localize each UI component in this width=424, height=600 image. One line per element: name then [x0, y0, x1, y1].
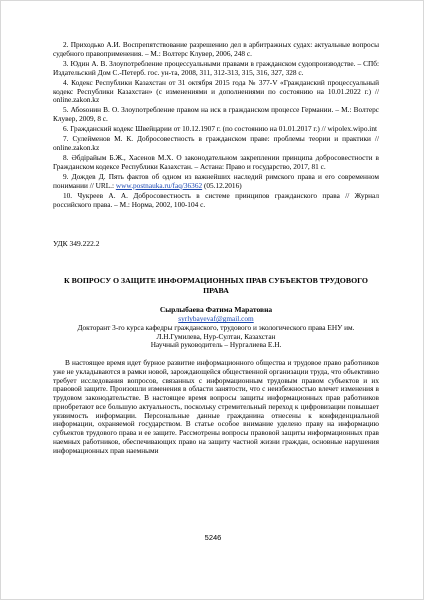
author-name: Сырлыбаева Фатима Маратовна: [159, 305, 273, 315]
page-content: [53, 41, 379, 455]
article-title: К ВОПРОСУ О ЗАЩИТЕ ИНФОРМАЦИОННЫХ ПРАВ СУБЪЕКТОВ ТРУДОВОГО ПРАВА: [64, 276, 368, 295]
article-body: [53, 359, 379, 455]
reference-item: 7. Сулейменов М. К. Добросовестность в гражданском праве: проблемы теории и практики // online.zakon.kz: [53, 134, 379, 153]
reference-item: 10. Чукреев А. А. Добросовестность в системе принципов гражданского права // Журнал российского права. – М.: Норма, 2002, 100-104 с.: [53, 191, 379, 209]
reference-item: 8. Әбдірайым Б.Ж., Хасенов М.Х. О законодательном закреплении принципа добросовестности в Гражданском кодексе Республики Казахстан. – Астана: Право и государство, 2017, 81 с.: [53, 153, 379, 172]
author-affiliation: Докторант 3-го курса кафедры гражданского, трудового и экологического права ЕНУ им. Л.Н.Гумилева, Нур-Султан, Казахстан: [77, 322, 355, 341]
reference-item: 3. Юдин А. В. Злоупотребление процессуальными правами в гражданском судопроизводстве. – СПб: Издательский Дом С.-Петерб. гос. ун-та, 2008, 311, 312-313, 315, 316, 327, 328 с.: [53, 58, 379, 77]
reference-item: 5. Абоsонин В. О. Злоупотребление правом на иск в гражданском процессе Германии. – М.: Волтерс Клувер, 2009, 8 с.: [53, 105, 379, 124]
author-email-link[interactable]: syrlybayevaf@gmail.com: [178, 314, 254, 324]
body-paragraph: В настоящее время идет бурное развитие информационного общества и трудовое право работников уже не укладываются в рамки новой, зарождающейся общественной организации труда, что объективно требует исследования вопросов, связанных с информационным трудовым правом субъектов и их правовой защите. Произошли изменения в области занятости, что с неизбежностью влечет изменения в трудовом законодательстве. В настоящее время вопросы защиты информационных прав работников приобретают все большую актуальность, поскольку стремительный переход к цифровизации повышает уязвимость информации. Персональные данные гражданина отнесены к конфиденциальной информации, охраняемой государством. В статье особое внимание уделено праву на информацию субъектов трудового права и ее защите. Рассмотрены вопросы правовой защиты информационных прав наемных работников, обеспечивающих право на защиту частной жизни граждан, основные нарушения информационных прав наемными: [53, 358, 379, 455]
reference-item-9: [53, 173, 379, 191]
reference-date: (05.12.2016): [202, 180, 242, 190]
reference-item: 4. Кодекс Республики Казахстан от 31 октября 2015 года № 377-V «Гражданский процессуальный кодекс Республики Казахстан» (с изменениями и дополнениями по состоянию на 10.01.2022 г.) // online.zakon.kz: [53, 77, 379, 105]
reference-text: 9. Дождев Д. Пять фактов об одном из важнейших наследий римского права и его современном понимании // URL.:: [53, 172, 379, 190]
reference-item: 6. Гражданский кодекс Швейцарии от 10.12.1907 г. (по состоянию на 01.01.2017 г.) // wipolex.wipo.int: [63, 124, 377, 134]
udk-code: УДК 349.222.2: [53, 238, 100, 248]
reference-item: 2. Приходько А.И. Воспрепятствование разрешению дел в арбитражных судах: актуальные вопросы судебного правоприменения. – М.: Волтерс Клувер, 2006, 248 с.: [53, 40, 379, 58]
reference-list: [53, 41, 379, 210]
scientific-supervisor: Научный руководитель – Нургалиева Е.Н.: [150, 340, 282, 350]
page-number: 5246: [204, 533, 222, 542]
reference-link[interactable]: www.postnauka.ru/faq/36362: [115, 180, 203, 190]
